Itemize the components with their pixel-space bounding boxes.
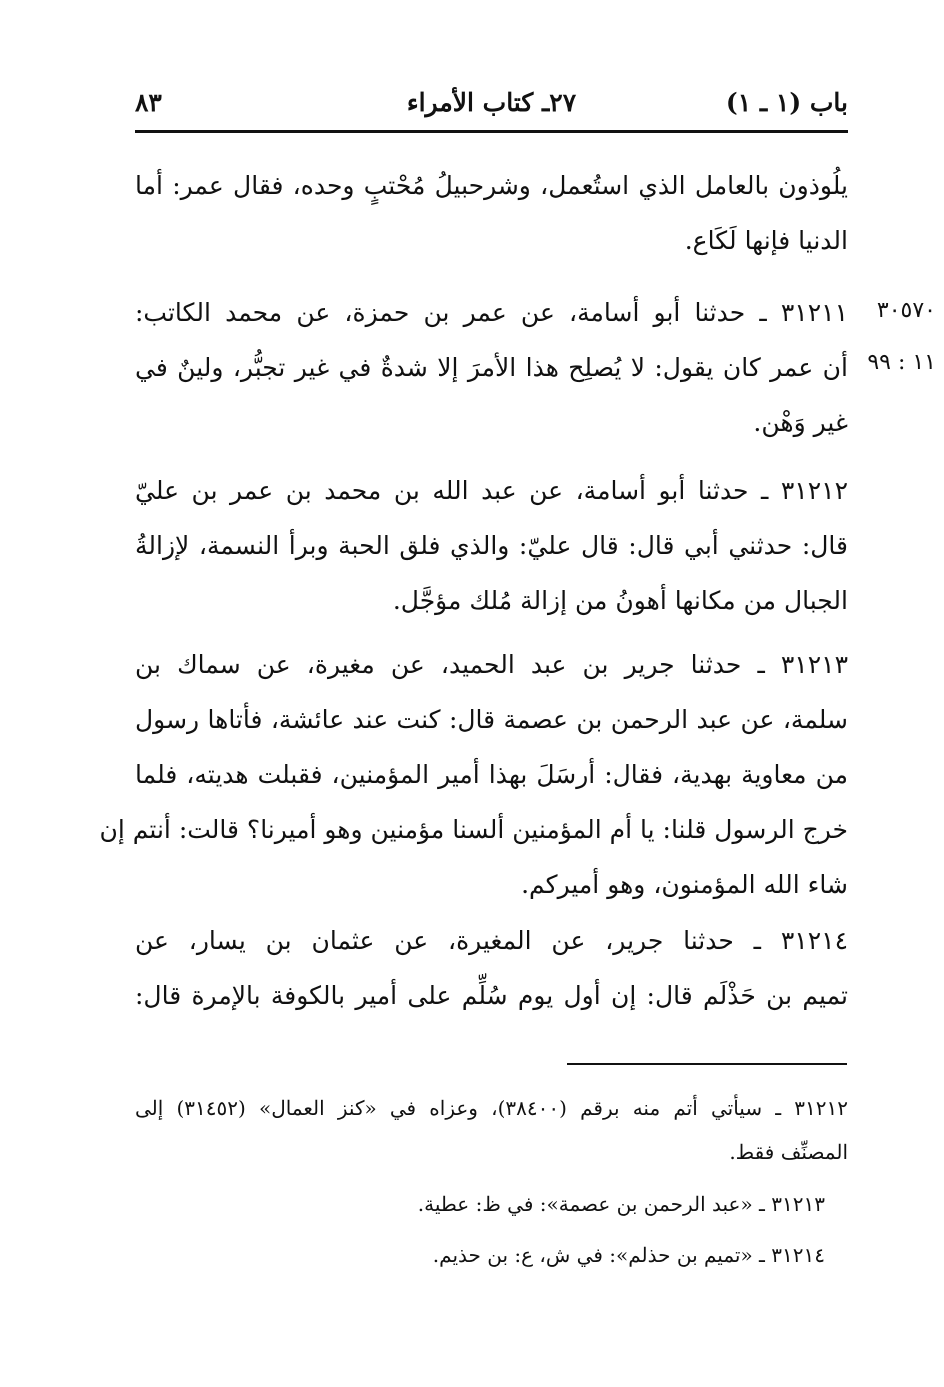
text-line: تميم بن حَذْلَم قال: إن أول يوم سُلِّم على أمير بالكوفة بالإمرة قال: bbox=[135, 981, 848, 1010]
footnote-line: ٣١٢١٢ ـ سيأتي أتم منه برقم (٣٨٤٠٠)، وعزاه في «كنز العمال» (٣١٤٥٢) إلى bbox=[135, 1096, 848, 1120]
text-line: ٣١٢١١ ـ حدثنا أبو أسامة، عن عمر بن حمزة، عن محمد الكاتب: bbox=[135, 298, 848, 327]
text-line: قال: حدثني أبي قال: قال عليّ: والذي فلق الحبة وبرأ النسمة، لإزالةُ bbox=[135, 531, 848, 560]
footnote-rule bbox=[567, 1063, 847, 1065]
text-line: ٣١٢١٢ ـ حدثنا أبو أسامة، عن عبد الله بن محمد بن عمر بن عليّ bbox=[135, 476, 848, 505]
footnote-31213 bbox=[135, 1182, 825, 1226]
chapter-heading: باب (١ ـ ١) bbox=[725, 88, 848, 117]
text-line: ٣١٢١٣ ـ حدثنا جرير بن عبد الحميد، عن مغيرة، عن سماك بن bbox=[135, 650, 848, 679]
page-header bbox=[135, 88, 848, 128]
hadith-31214 bbox=[135, 913, 848, 1023]
margin-ref-location: ١١ : ٩٩ bbox=[867, 350, 936, 375]
hadith-31213 bbox=[99, 637, 848, 912]
text-line: ٣١٢١٤ ـ حدثنا جرير، عن المغيرة، عن عثمان بن يسار، عن bbox=[135, 926, 848, 955]
margin-ref-number: ٣٠٥٧٠ bbox=[876, 298, 936, 323]
hadith-31211 bbox=[135, 285, 848, 450]
text-line: يلُوذون بالعامل الذي استُعمل، وشرحبيلُ مُحْتبٍ وحده، فقال عمر: أما bbox=[135, 171, 848, 200]
text-line: من معاوية بهدية، فقال: أرسَلَ بهذا أمير المؤمنين، فقبلت هديته، فلما bbox=[135, 760, 848, 789]
text-line: شاء الله المؤمنون، وهو أميركم. bbox=[521, 870, 848, 899]
text-line: سلمة، عن عبد الرحمن بن عصمة قال: كنت عند عائشة، فأتاها رسول bbox=[135, 705, 848, 734]
text-line: الدنيا فإنها لَكَاع. bbox=[684, 226, 848, 255]
text-line: غير وَهْن. bbox=[753, 408, 848, 437]
paragraph-continuation bbox=[135, 158, 848, 268]
footnote-line: ٣١٢١٣ ـ «عبد الرحمن بن عصمة»: في ظ: عطية. bbox=[417, 1192, 825, 1216]
footnote-line: ٣١٢١٤ ـ «تميم بن حذلم»: في ش، ع: بن حذيم. bbox=[432, 1243, 825, 1267]
header-rule bbox=[135, 130, 848, 133]
page-number: ٨٣ bbox=[135, 88, 162, 117]
book-title: ٢٧ـ كتاب الأمراء bbox=[406, 88, 577, 117]
text-line: خرج الرسول قلنا: يا أم المؤمنين ألسنا مؤمنين وهو أميرنا؟ قالت: أنتم إن bbox=[99, 815, 848, 844]
footnote-31212 bbox=[135, 1086, 848, 1174]
hadith-31212 bbox=[135, 463, 848, 628]
text-line: أن عمر كان يقول: لا يُصلِح هذا الأمرَ إلا شدةٌ في غير تجبُّر، ولينٌ في bbox=[135, 353, 848, 382]
footnote-31214 bbox=[135, 1233, 825, 1277]
footnote-line: المصنِّف فقط. bbox=[729, 1140, 848, 1164]
text-line: الجبال من مكانها أهونُ من إزالة مُلك مؤجَّل. bbox=[392, 586, 848, 615]
